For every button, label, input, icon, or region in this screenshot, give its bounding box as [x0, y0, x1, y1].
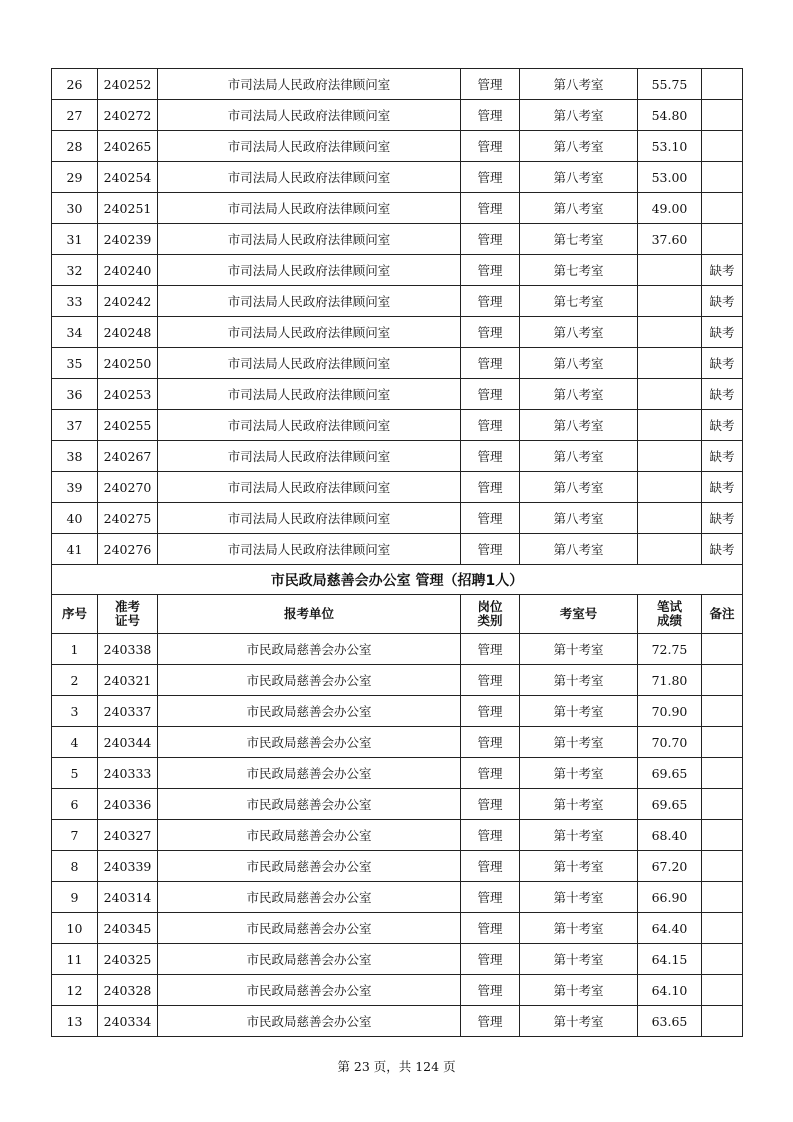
unit-cell: 市司法局人民政府法律顾问室: [158, 348, 461, 379]
unit-cell: 市民政局慈善会办公室: [158, 696, 461, 727]
room-cell: 第十考室: [520, 975, 638, 1006]
seq-cell: 32: [52, 255, 98, 286]
unit-cell: 市司法局人民政府法律顾问室: [158, 379, 461, 410]
note-cell: 缺考: [702, 503, 743, 534]
table-row: [52, 634, 743, 665]
table-row: [52, 789, 743, 820]
note-cell: 缺考: [702, 472, 743, 503]
unit-cell: 市司法局人民政府法律顾问室: [158, 441, 461, 472]
category-cell: 管理: [461, 634, 520, 665]
note-cell: [702, 665, 743, 696]
score-cell: 55.75: [638, 69, 702, 100]
unit-cell: 市司法局人民政府法律顾问室: [158, 193, 461, 224]
category-cell: 管理: [461, 975, 520, 1006]
category-cell: 管理: [461, 944, 520, 975]
unit-cell: 市民政局慈善会办公室: [158, 975, 461, 1006]
room-cell: 第八考室: [520, 534, 638, 565]
seq-cell: 5: [52, 758, 98, 789]
note-cell: 缺考: [702, 255, 743, 286]
score-cell: [638, 379, 702, 410]
ticket-cell: 240328: [98, 975, 158, 1006]
ticket-cell: 240255: [98, 410, 158, 441]
category-cell: 管理: [461, 410, 520, 441]
ticket-cell: 240240: [98, 255, 158, 286]
page-footer: 第 23 页，共 124 页: [337, 1059, 456, 1074]
room-cell: 第八考室: [520, 503, 638, 534]
note-cell: [702, 727, 743, 758]
ticket-cell: 240267: [98, 441, 158, 472]
note-cell: 缺考: [702, 317, 743, 348]
category-cell: 管理: [461, 1006, 520, 1037]
seq-cell: 39: [52, 472, 98, 503]
category-cell: 管理: [461, 503, 520, 534]
header-score-line2: 成绩: [656, 613, 682, 628]
score-cell: [638, 441, 702, 472]
header-score-line1: 笔试: [656, 599, 682, 614]
unit-cell: 市司法局人民政府法律顾问室: [158, 69, 461, 100]
table-row: [52, 286, 743, 317]
header-note: 备注: [702, 595, 743, 634]
note-cell: [702, 131, 743, 162]
category-cell: 管理: [461, 851, 520, 882]
score-cell: 53.10: [638, 131, 702, 162]
ticket-cell: 240254: [98, 162, 158, 193]
header-room: 考室号: [520, 595, 638, 634]
note-cell: [702, 820, 743, 851]
seq-cell: 27: [52, 100, 98, 131]
column-header-row: [52, 595, 743, 634]
score-cell: 70.70: [638, 727, 702, 758]
header-category-line1: 岗位: [477, 599, 503, 614]
category-cell: 管理: [461, 665, 520, 696]
category-cell: 管理: [461, 317, 520, 348]
ticket-cell: 240251: [98, 193, 158, 224]
note-cell: [702, 69, 743, 100]
note-cell: 缺考: [702, 348, 743, 379]
table-row: [52, 472, 743, 503]
category-cell: 管理: [461, 131, 520, 162]
table-row: [52, 820, 743, 851]
table-row: [52, 758, 743, 789]
table-row: [52, 348, 743, 379]
section-title-row: [52, 565, 743, 595]
room-cell: 第七考室: [520, 255, 638, 286]
note-cell: [702, 100, 743, 131]
room-cell: 第十考室: [520, 851, 638, 882]
ticket-cell: 240336: [98, 789, 158, 820]
ticket-cell: 240252: [98, 69, 158, 100]
seq-cell: 6: [52, 789, 98, 820]
unit-cell: 市司法局人民政府法律顾问室: [158, 100, 461, 131]
score-cell: 64.10: [638, 975, 702, 1006]
ticket-cell: 240239: [98, 224, 158, 255]
ticket-cell: 240325: [98, 944, 158, 975]
table-section-civil-affairs: [52, 565, 743, 634]
category-cell: 管理: [461, 727, 520, 758]
seq-cell: 38: [52, 441, 98, 472]
room-cell: 第十考室: [520, 696, 638, 727]
note-cell: [702, 882, 743, 913]
room-cell: 第十考室: [520, 634, 638, 665]
score-cell: 63.65: [638, 1006, 702, 1037]
note-cell: [702, 789, 743, 820]
note-cell: [702, 634, 743, 665]
room-cell: 第八考室: [520, 131, 638, 162]
seq-cell: 26: [52, 69, 98, 100]
ticket-cell: 240250: [98, 348, 158, 379]
note-cell: [702, 758, 743, 789]
table-section-legal: [52, 69, 743, 565]
score-cell: 69.65: [638, 758, 702, 789]
category-cell: 管理: [461, 696, 520, 727]
room-cell: 第十考室: [520, 789, 638, 820]
ticket-cell: 240344: [98, 727, 158, 758]
room-cell: 第八考室: [520, 100, 638, 131]
ticket-cell: 240333: [98, 758, 158, 789]
unit-cell: 市司法局人民政府法律顾问室: [158, 162, 461, 193]
seq-cell: 12: [52, 975, 98, 1006]
score-cell: 70.90: [638, 696, 702, 727]
seq-cell: 9: [52, 882, 98, 913]
note-cell: 缺考: [702, 534, 743, 565]
seq-cell: 31: [52, 224, 98, 255]
table-row: [52, 503, 743, 534]
category-cell: 管理: [461, 348, 520, 379]
section-title: 市民政局慈善会办公室 管理（招聘1人）: [52, 565, 743, 595]
score-cell: 72.75: [638, 634, 702, 665]
header-ticket: [98, 595, 158, 634]
score-cell: 68.40: [638, 820, 702, 851]
category-cell: 管理: [461, 286, 520, 317]
category-cell: 管理: [461, 534, 520, 565]
category-cell: 管理: [461, 162, 520, 193]
score-cell: [638, 286, 702, 317]
room-cell: 第十考室: [520, 882, 638, 913]
room-cell: 第十考室: [520, 727, 638, 758]
room-cell: 第八考室: [520, 69, 638, 100]
score-cell: [638, 317, 702, 348]
unit-cell: 市司法局人民政府法律顾问室: [158, 286, 461, 317]
table-row: [52, 696, 743, 727]
seq-cell: 4: [52, 727, 98, 758]
category-cell: 管理: [461, 472, 520, 503]
ticket-cell: 240314: [98, 882, 158, 913]
table-row: [52, 534, 743, 565]
unit-cell: 市民政局慈善会办公室: [158, 789, 461, 820]
header-category: [461, 595, 520, 634]
seq-cell: 34: [52, 317, 98, 348]
score-cell: 54.80: [638, 100, 702, 131]
table-row: [52, 944, 743, 975]
note-cell: [702, 944, 743, 975]
score-cell: 64.15: [638, 944, 702, 975]
room-cell: 第十考室: [520, 820, 638, 851]
category-cell: 管理: [461, 820, 520, 851]
ticket-cell: 240276: [98, 534, 158, 565]
room-cell: 第八考室: [520, 162, 638, 193]
room-cell: 第八考室: [520, 379, 638, 410]
unit-cell: 市民政局慈善会办公室: [158, 665, 461, 696]
note-cell: 缺考: [702, 286, 743, 317]
table-row: [52, 317, 743, 348]
room-cell: 第八考室: [520, 472, 638, 503]
table-row: [52, 975, 743, 1006]
table-row: [52, 224, 743, 255]
score-cell: [638, 472, 702, 503]
header-ticket-line2: 证号: [114, 613, 140, 628]
header-seq: 序号: [52, 595, 98, 634]
room-cell: 第八考室: [520, 348, 638, 379]
ticket-cell: 240321: [98, 665, 158, 696]
room-cell: 第七考室: [520, 286, 638, 317]
table-row: [52, 727, 743, 758]
ticket-cell: 240339: [98, 851, 158, 882]
category-cell: 管理: [461, 224, 520, 255]
seq-cell: 7: [52, 820, 98, 851]
note-cell: [702, 975, 743, 1006]
category-cell: 管理: [461, 255, 520, 286]
room-cell: 第十考室: [520, 1006, 638, 1037]
table-row: [52, 882, 743, 913]
score-cell: [638, 348, 702, 379]
table-row: [52, 851, 743, 882]
room-cell: 第八考室: [520, 193, 638, 224]
table-row: [52, 100, 743, 131]
seq-cell: 11: [52, 944, 98, 975]
room-cell: 第十考室: [520, 758, 638, 789]
seq-cell: 37: [52, 410, 98, 441]
ticket-cell: 240327: [98, 820, 158, 851]
room-cell: 第十考室: [520, 913, 638, 944]
seq-cell: 3: [52, 696, 98, 727]
table-row: [52, 162, 743, 193]
score-cell: 67.20: [638, 851, 702, 882]
unit-cell: 市民政局慈善会办公室: [158, 851, 461, 882]
seq-cell: 1: [52, 634, 98, 665]
seq-cell: 13: [52, 1006, 98, 1037]
room-cell: 第七考室: [520, 224, 638, 255]
category-cell: 管理: [461, 789, 520, 820]
seq-cell: 8: [52, 851, 98, 882]
unit-cell: 市司法局人民政府法律顾问室: [158, 472, 461, 503]
ticket-cell: 240270: [98, 472, 158, 503]
note-cell: [702, 1006, 743, 1037]
category-cell: 管理: [461, 441, 520, 472]
unit-cell: 市司法局人民政府法律顾问室: [158, 503, 461, 534]
category-cell: 管理: [461, 100, 520, 131]
exam-results-table: [51, 68, 743, 1037]
score-cell: 53.00: [638, 162, 702, 193]
unit-cell: 市民政局慈善会办公室: [158, 944, 461, 975]
header-ticket-line1: 准考: [114, 599, 140, 614]
note-cell: 缺考: [702, 410, 743, 441]
ticket-cell: 240265: [98, 131, 158, 162]
header-category-line2: 类别: [477, 613, 503, 628]
score-cell: 66.90: [638, 882, 702, 913]
table-row: [52, 441, 743, 472]
ticket-cell: 240334: [98, 1006, 158, 1037]
unit-cell: 市民政局慈善会办公室: [158, 882, 461, 913]
score-cell: 37.60: [638, 224, 702, 255]
note-cell: [702, 913, 743, 944]
table-section-civil-affairs-rows: [52, 634, 743, 1037]
seq-cell: 36: [52, 379, 98, 410]
unit-cell: 市民政局慈善会办公室: [158, 758, 461, 789]
room-cell: 第八考室: [520, 441, 638, 472]
room-cell: 第十考室: [520, 944, 638, 975]
note-cell: [702, 851, 743, 882]
unit-cell: 市司法局人民政府法律顾问室: [158, 534, 461, 565]
category-cell: 管理: [461, 882, 520, 913]
table-row: [52, 410, 743, 441]
seq-cell: 30: [52, 193, 98, 224]
room-cell: 第十考室: [520, 665, 638, 696]
ticket-cell: 240275: [98, 503, 158, 534]
score-cell: 49.00: [638, 193, 702, 224]
table-row: [52, 255, 743, 286]
score-cell: 64.40: [638, 913, 702, 944]
note-cell: 缺考: [702, 441, 743, 472]
seq-cell: 29: [52, 162, 98, 193]
room-cell: 第八考室: [520, 317, 638, 348]
seq-cell: 40: [52, 503, 98, 534]
category-cell: 管理: [461, 193, 520, 224]
ticket-cell: 240345: [98, 913, 158, 944]
ticket-cell: 240253: [98, 379, 158, 410]
table-row: [52, 1006, 743, 1037]
unit-cell: 市民政局慈善会办公室: [158, 1006, 461, 1037]
table-row: [52, 665, 743, 696]
table-row: [52, 69, 743, 100]
score-cell: [638, 255, 702, 286]
ticket-cell: 240242: [98, 286, 158, 317]
ticket-cell: 240272: [98, 100, 158, 131]
score-cell: [638, 410, 702, 441]
header-score: [638, 595, 702, 634]
category-cell: 管理: [461, 69, 520, 100]
table-row: [52, 193, 743, 224]
ticket-cell: 240248: [98, 317, 158, 348]
unit-cell: 市司法局人民政府法律顾问室: [158, 131, 461, 162]
unit-cell: 市民政局慈善会办公室: [158, 727, 461, 758]
table-row: [52, 379, 743, 410]
ticket-cell: 240337: [98, 696, 158, 727]
category-cell: 管理: [461, 379, 520, 410]
unit-cell: 市司法局人民政府法律顾问室: [158, 317, 461, 348]
category-cell: 管理: [461, 913, 520, 944]
unit-cell: 市民政局慈善会办公室: [158, 820, 461, 851]
seq-cell: 2: [52, 665, 98, 696]
score-cell: 69.65: [638, 789, 702, 820]
seq-cell: 33: [52, 286, 98, 317]
note-cell: [702, 696, 743, 727]
unit-cell: 市司法局人民政府法律顾问室: [158, 224, 461, 255]
note-cell: [702, 193, 743, 224]
seq-cell: 10: [52, 913, 98, 944]
unit-cell: 市民政局慈善会办公室: [158, 634, 461, 665]
unit-cell: 市民政局慈善会办公室: [158, 913, 461, 944]
table-row: [52, 131, 743, 162]
unit-cell: 市司法局人民政府法律顾问室: [158, 255, 461, 286]
note-cell: [702, 162, 743, 193]
score-cell: [638, 503, 702, 534]
score-cell: [638, 534, 702, 565]
seq-cell: 41: [52, 534, 98, 565]
room-cell: 第八考室: [520, 410, 638, 441]
seq-cell: 28: [52, 131, 98, 162]
category-cell: 管理: [461, 758, 520, 789]
seq-cell: 35: [52, 348, 98, 379]
score-cell: 71.80: [638, 665, 702, 696]
table-row: [52, 913, 743, 944]
ticket-cell: 240338: [98, 634, 158, 665]
unit-cell: 市司法局人民政府法律顾问室: [158, 410, 461, 441]
note-cell: [702, 224, 743, 255]
note-cell: 缺考: [702, 379, 743, 410]
header-unit: 报考单位: [158, 595, 461, 634]
